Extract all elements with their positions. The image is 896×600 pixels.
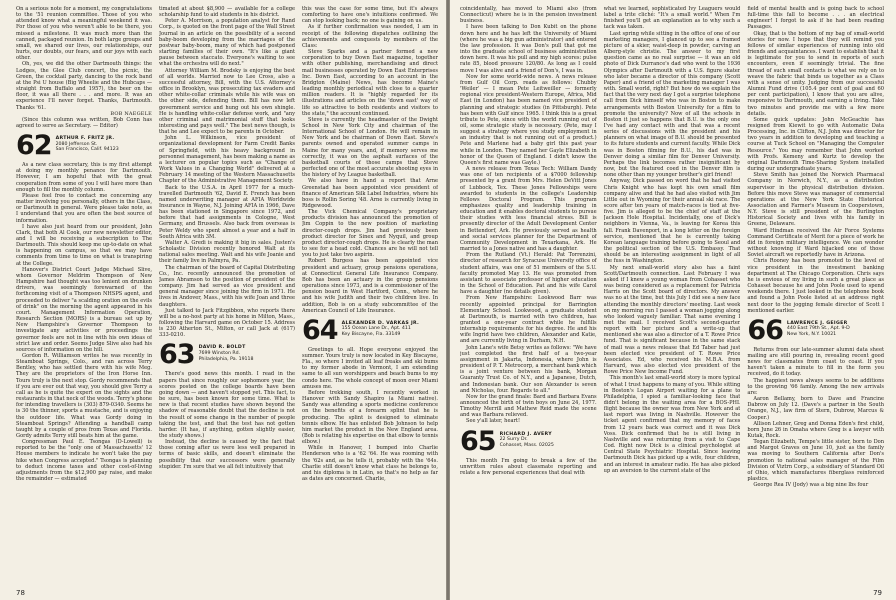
paragraph: Just talked to Jack Fitzgibbon, who reports there will be a no-host party at his home in Milton, Mass., following the Harvard game on October 15. Address is 230 Atherton St., Milton, or call Jack at (617) 333-0210. <box>159 307 295 339</box>
secretary-name: ARTHUR F. FRITZ JR. <box>55 136 115 142</box>
signature: BOB NAEGELE <box>110 110 152 117</box>
paragraph: Allison Lehner, Greg and Donna Eden's first child, born June 26 in Omaha where Greg is a lawyer with Kutak, Rock. <box>747 420 885 439</box>
paragraph: Okay, that is the bottom of my bag of small-world stories for now. I hope that they will remind you fellows of similar experiences of running into old friends and acquaintances. I want to establish that it is legitimate for you to send in reports of such encounters, even if seemingly trivial. The fine thread of such small contacts is what we rely on to weave the fabric that binds us together as a Class with a sense of unity. Judging from our successful Alumni Fund drive (105.4 per cent of goal and 60 per cent participation), I know that you are alive, responsive to Dartmouth, and earning a living. Take two minutes and provide me with a few more details. <box>747 30 885 117</box>
paragraph: (Since this column was written, Bob Conn has agreed to serve as Secretary. — Editor) <box>16 116 152 129</box>
paragraph: this was the case for some time, but it's always comforting to have one's intuitions confirmed. We can stop looking back; no one is gaining on us. <box>302 6 438 25</box>
paragraph: Congressman Paul E. Tsongas (D-Lowell) is reported to be the "only one of Massachusetts' 12 House members to indicate he won't take the pay hike when Congress accepted." Tsongas is planning to deduct income taxes and other cost-of-living adjustments from the $12,900 pay raise, and make the remainder — estimated <box>16 439 152 483</box>
paragraph: Back to the U.S.A. in April 1977 for a much-travelled Dartmouth '62, David E. French has been named underwriting manager at AFIA Worldwide Insurance in Wayne, N.J. Joining AFIA in 1966, Dave has been stationed in Singapore since 1972, and before that had assignments in Cologne, West Germany, and Brussels. Also back from overseas is Peter Weldy who spent almost a year and a half in South Africa with 3M. <box>159 184 295 240</box>
class-year-number: 65 <box>460 425 496 457</box>
secretary-address <box>342 319 420 338</box>
address-line: New York, N.Y. 10021 <box>786 332 837 337</box>
page-number-right: 79 <box>873 589 882 597</box>
left-column-2 <box>159 6 295 586</box>
paragraph: From New Hampshire: Lookwood Barr was recently appointed principal for Barrington Elementary School. Lookwood, a graduate student at Dartmouth, is married with two children, has granted a one-year contract while he fulfills internship requirements for his degree. He and his wife Ingrid have two children, Alexander and Katie, and are currently living in Durham, N.H. <box>460 295 597 345</box>
right-column-2 <box>604 6 741 586</box>
address-line: 22 Surry Dr. <box>499 437 528 443</box>
paragraph: There's good news this month. I read in the papers that since roughly our sophomore year, the scores posted on the college boards have been going down — and haven't stopped yet. This fact, to be sure, has been known for some time. What is new is that recent studies have shown beyond the shadow of reasonable doubt that the decline is not the result of some change in the number of people taking the test, and that the test has not gotten harder. (It has, if anything, gotten slightly easier, the study shows.) <box>159 371 295 439</box>
address-line: 155 Ocean Lane Dr., Apt. 411 <box>341 326 411 332</box>
paragraph: Robert Burgess has been appointed vice president and actuary, group pensions operations, at Connecticut General Life Insurance Company. Bob has been an actuary in the group pensions operations since 1973, and is a commissioner of the pension board in West Hartford, Conn., where he and his wife Judith and their two children live. In addition, Bob is on a study subcommittee of the American Council of Life Insurance. <box>302 258 438 314</box>
address-line: Key Biscayne, Fla. 33149 <box>341 332 401 337</box>
paragraph: While in Hanover, I bumped into Charlie Henderson who is a '62 '64. He was rooming with the '62s and, as he tells it, probably with the '64s. Charlie still doesn't know what class he belongs to, and his diploma is in Latin, so that's no help as far as dates are concerned. Charlie, <box>302 445 438 483</box>
paragraph: George Rea IV (Jody) was a big nine lbs four <box>753 482 869 489</box>
left-page <box>0 0 446 600</box>
paragraph: Oh, yes, we did the other Dartmouth things: the Lodges, the Glee Club concert, the picnic, the Green, the cocktail party, dancing to the rock band at the Psi U house (Big Wheelie and the Hubcaps — straight from Buffalo and 1957), the beer on the floor, it was all there . . . and more. It was an experience I'll never forget. Thanks, Dartmouth. Thanks '61. <box>16 61 152 111</box>
paragraph: Now for the grand finale: Bard and Barbara Evans announced the birth of twin boys on June 24, 1977. Timothy Merrill and Mathew Reid made the scene and was Barbara relieved. <box>460 393 597 419</box>
right-column-1 <box>460 6 597 586</box>
paragraph: Aaron Bellamy, born to Dave and Francine Dabrow on July 12. (Dave's a partner in the South Orange, N.J., law firm of Stern, Dubrow, Marcus & Cooper.) <box>747 396 885 421</box>
left-page-columns <box>16 6 438 586</box>
paragraph: coincidentally, has moved to Miami also (from Connecticut) where he is in the pension investment business. <box>460 6 597 25</box>
secretary-name: DAVID R. BOLDT <box>198 345 246 351</box>
paragraph: Attorney William M. Brodsky is enjoying the best of all worlds. Married now to Lee Cross, also a successful attorney, Bill, with the U.S. Attorney's office in Brooklyn, was prosecuting tax evaders and other white-collar criminals while his wife was on the other side, defending them. Bill has now left government service and hung out his own shingle. He is handling white-collar defense work, and "any other criminal and matrimonial stuff that looks interesting and pays well." The best news though, is that he and Lee expect to be parents in October. <box>159 67 295 136</box>
paragraph: Peter A. Morrison, a population analyst for Rand Corp., is quoted on the front page of the Wall Street Journal in an article on the possibility of a second baby-boom developing from the marriages of the postwar baby-boom, many of which had postponed starting families of their own. "It's like a giant pause between staccato. Everyone's waiting to see what the orchestra will do next." <box>159 18 295 68</box>
left-column-1 <box>16 6 152 586</box>
secretary-name: RICHARD J. AVERY <box>499 431 552 437</box>
paragraph: Steve Smith has joined the Norwich Pharmacal Company in Norwich, N.Y., as a distribution supervisor in the physical distribution division. Before this move Steve was manager of commercial operations at the New York State Historical Association and Farmer's Museum in Cooperstown, N.Y. Steve is still president of the Burlington Historical Society and lives with his family in Greene, Delaware. <box>747 172 885 228</box>
page-number-left: 78 <box>16 589 25 597</box>
paragraph: On a serious note for a moment, my congratulations to the '51 reunion committee. Those of you who attended know what a meaningful weekend it was. For those of you who weren't able to be there, you missed a milestone. It was much more than the canned, packaged reunion. In both large groups and small, we shared our lives, our relationships, our hurts, our doubts, our fears, and our joys with each other. <box>16 6 152 62</box>
paragraph: Last spring while sitting in the office of one of our marketing managers, I glanced up to see a framed picture of a skier, waist-deep in powder, carving an Alberg-style christie. The answer to my first question came as no real surprise — it was an old photo of Dick Durrance's dad who went to the 1936 Olympics after Dartmouth with a U.S. figure skater who later became a director of this company (Scott Paper) and a friend of the marketing manager I was with. Small world, right? But how do we explain the fact that the very next day I got a surprise telephone call from Dick himself who was in Boston to make arrangements with Boston University for a film to promote the university? Now of all the schools in Boston it just so happens that B.U. is the only one I've had any contact with and that was a recent series of discussions with the president and his planners on what image of B.U. should be presented to its future students and current faculty. While Dick was in Boston filming for B.U., his dad was in Denver doing a similar film for Denver University. Perhaps the link becomes rather insignificant by now, but the featured coed in the Denver film is none other than my younger brother's girl friend! <box>603 30 741 179</box>
paragraph: Some quick updates: John McGeachie has resigned from Kiewit to go with Automatic Data Processing, Inc. in Clifton, N.J. John was director for two years in addition to developing and teaching a course at Tuck School on "Managing the Computer Resource." You may remember that John worked with Profs. Kemeny and Kurtz to develop the original Dartmouth Time-Sharing System installed during our undergraduate years. <box>747 116 885 173</box>
paragraph: Chris Rooney has been promoted to the level of vice president in the investment banking department at The Chicago Corporation. Chris says he is envious of my living in such a great place as Cohasset because he and John Poole used to spend weekends there. I just looked in the telephone book and found a John Poole listed at an address right next door to the jogging female director of Scott I mentioned earlier. <box>747 258 885 314</box>
paragraph: The chairman of the board of Capital Distributing Co., Inc. recently announced the promotion of James Abramson to the position of president of the company. Jim had served as vice president and general manager since joining the firm in 1971. He lives in Andover, Mass., with his wife Joan and three daughters. <box>159 264 295 308</box>
paragraph: Instead, the decline is caused by the fact that those coming after us were less well prepared in terms of basic skills, and doesn't eliminate the possibility that our successors were generally stupider. I'm sure that we all felt intuitively that <box>159 439 295 470</box>
paragraph: The Vick Chemical Company's proprietary products division has announced the promotion of Jim Coppin to the new position of marketing director-cough drops. Jim had previously been product director for Sinex and Nyquil, and group product director-cough drops. He is clearly the man to see for a head cold. Chances are he will not tell you to just take two aspirin. <box>302 209 438 259</box>
paragraph: what we learned, sophisticated Ivy Leaguers would label a trite cliché: "It's a small world." When I'm finished you'll get an explanation as to why such a tack was taken. <box>603 6 741 31</box>
class-header-64 <box>302 314 438 346</box>
paragraph: This month's last small-world story is more typical of what I trust happens to many of you. While sitting in Boston's Logan Airport waiting for a plane to Philadelphia, I spied a familiar-looking face that didn't belong in the waiting area for a BOS-PHL flight because the owner was from New York and at last report was living in Nashville. However the ticket agent confirmed that my memory of faces from 12 years back was correct and it was Dick Voss. Dick confirmed that he is still living in Nashville and was returning from a visit to Cape Cod. Right now Dick is a clinical psychologist at Central State Psychiatric Hospital. Since leaving Dartmouth Dick has picked up a wife, four children, and an interest in amateur radio. He has also picked up an aversion to the current state of the <box>603 375 741 474</box>
paragraph: John L. Wilkinson, vice president of organizational development for Farm Credit Banks of Springfield, with his heavy background in personnel management, has been making a name as a lecturer on popular topics such as "Change of Work Values in a Changing World" delivered at a February 14 meeting of the Western Massachusetts Chapter of the Administrative Management Society. <box>159 135 295 185</box>
paragraph: Tegan Elizabeth, Tempe's little sister, born to Don and Margot Graves on June 10, just as the family was moving to Southern California after Don's promotion to national sales manager of the Film Division of Viztrn Corp., a subsidiary of Standard Oil of Ohio, which manufactures fiberglass reinforced plastics. <box>747 439 885 483</box>
right-column-3 <box>747 6 884 586</box>
paragraph: Ward Hindman received the Air Force Systems Command Certificate of Merit for a piece of work he did in foreign military intelligence. We can wonder without knowing if Ward hijacked one of those Soviet aircraft we reportedly have in Arizona. <box>747 227 885 259</box>
right-page-columns <box>460 6 884 586</box>
class-year-number: 64 <box>302 314 338 346</box>
paragraph: As if further confirmation was needed, I am in receipt of the following dispatches outlining the achievements and conquests by members of the Class: <box>302 24 438 49</box>
paragraph: From the Rutland (Vt.) Herald: Pat Torrenzini, director of research for Syracuse University office of student affairs, was one of 51 members of the S.U. faculty promoted May 13. He was promoted from assistant to associate professor of higher education in the School of Education. Pat and his wife Carol have a daughter (no details given). <box>460 252 597 296</box>
paragraph: Steve Sparks and a partner formed a new corporation to buy Down East magazine, together with other publishing, merchandising and direct mail businesses operated by Down East Enterprises Inc. Down East, according to an account in the Bridgton (Maine) News, has become Maine's leading monthly periodical with close to a quarter million readers. It is "highly regarded for its illustrations and articles on the 'down east' way of life so attractive to both residents and visitors to the state," the account continued. <box>302 49 438 117</box>
address-line: 7699 Winston Rd. <box>198 351 241 357</box>
secretary-address <box>199 343 254 362</box>
class-header-62 <box>16 130 152 162</box>
address-line: 440 East 79th St., Apt. 9-D <box>786 326 850 332</box>
address-line: San Francisco, Calif. 94123 <box>55 147 119 153</box>
right-page <box>450 0 896 600</box>
class-header-63 <box>159 339 295 371</box>
address-line: Cohasset, Mass. 02025 <box>499 442 554 448</box>
paragraph: This month I'm going to break a few of the unwritten rules about classmate reporting and relate a few personal experiences that deal with <box>460 457 597 476</box>
paragraph: Hanover's District Court Judge Michael Slive, whom Governor Meldrim Thompson of New Hampshire had thought was too lenient on drunken drivers, was seemingly forewarned of the forthcoming visit of a Thompson NHSPS agent, and proceeded to deliver "a scalding oration on the evils of drink" on the morning the agent appeared in his court. Management Information Operation, Research Section (MORS) is a bureau set up by New Hampshire's Governor Thompson to investigate any activities or proceedings the governor feels are not in line with his own ideas of strict law and order. Seems Judge Slive also had his sources of information on the hill. <box>16 266 152 353</box>
paragraph: Please feel free to contact me concerning any matter involving you personally, others in the Class, or Dartmouth in general. Were please take note, as I understand that you are often the best source of information. <box>16 192 152 224</box>
secretary-name: LAWRENCE J. GEIGER <box>786 320 848 326</box>
paragraph: We also have in hand a report that Arne Greenstad has been appointed vice president of finance of American Silk Label Industries, where his boss is Rollin Soring '48. Arne is currently living in Ridgewood. <box>302 178 438 209</box>
paragraph: Greetings to all. Hope everyone enjoyed the summer. Yours truly is now located in Key Biscayne, Fla., so where I invited all leaf freaks and ski bums to my former abode in Vermont, I am extending same to all sun worshippers and beach bums to my condo here. The whole concept of moon over Miami amuses me. <box>302 346 438 390</box>
class-year-number: 62 <box>16 130 52 162</box>
class-year-number: 63 <box>159 339 195 371</box>
paragraph: Now for some world-wide news. A news release from Gulf Oil Corp. reads as follows: Chubby 'Weiler' — I mean Pete Leitweiller — formerly regional vice president-Western Europe, Africa, Mid East (in London) has been named vice president of planning and strategic studies (in Pittsburgh). Pete has been with Gulf since 1965. I think this is a great tribute to Pete, since with the world running out of oil, some strategic study is necessary. (Pete, may I suggest a strategy where you study employment in an industry that is not running out of a product.) Pete and Marlene had a baby girl this past year while in London. They named her Gayle Elizabeth in honor of the Queen of England. I didn't know the Queen's first name was Gayle.) <box>460 73 597 166</box>
secretary-address <box>500 430 554 449</box>
paragraph: Steve is currently the headmaster of the Dwight School in New York City and chairman of the International School of London. He will remain in New York and be chairman of Down East. Steve's parents owned and operated summer camps in Maine for many years, and, if memory serves me correctly, it was on the asphalt surfaces of the basketball courts of those camps that Steve perfected one of the most accurate shooting eyes in the history of Ivy League basketball. <box>302 116 438 179</box>
paragraph: My next small-world story also has a faint Scott/Dartmouth connection. Last February I was asked if I knew a young woman from Cohasset who was being considered as a replacement for Patricia Harris on the Scott board of directors. My answer was no at the time, but this July I did see a new face attending the monthly directors' meeting. Last week on my morning run I passed a woman jogging along who looked vaguely familiar. That same evening I met the mail. I received Scott's second-quarter report with her picture and a write-up that mentioned she was also a director of a T. Rowe Price fund. That is significant because in the same stack of mail was a news release that Ed Taber had just been elected vice president of T. Rowe Price Associates. Ed, who received his M.B.A. from Harvard, was also elected vice president of the Rowe Price New Income Fund. <box>603 264 741 376</box>
secretary-address <box>56 134 119 153</box>
paragraph: A news release from Texas Tech: William Dandy was one of ten recipients of a $7000 fellowship presented by a grant from Mrs. Helen DeVitt Jones of Lubbock, Tex. These Jones Fellowships were awarded to students in the college's Leadership Fellows Doctoral Program. This program emphasizes quality and leadership training in education and it enables doctoral students to pursue their studies with less financial stress. Bill is presently director of the Adult Development Center in Bettendorf, Ark. He previously served as health and social services planner for the Department of Community Development in Texarkana, Ark. He married to a Jones native and has a daughter. <box>460 166 597 253</box>
paragraph: I have also just heard from our president, John Clark, that both Al Cook, our new newsletter editor, and I will be receiving a subscription to The Dartmouth. This should keep me up-to-date on what is happening on campus, so that we may have comments from time to time on what is transpiring at the College. <box>16 223 152 267</box>
address-line: 2080 Jefferson St. <box>55 141 98 147</box>
paragraph: John Lane's wife Betsy writes as follows: "We have just completed the first half of a two-year assignment in Jakarta, Indonesia, where John is president of P. T. Metrocorp, a merchant bank which is a joint venture between his bank, Morgan Guaranty Trust Co. of N.Y., and a Japanese, Dutch, and Indonesian bank. Our son Alexander is seven and Nicholas, four. Regards to all." <box>460 344 597 394</box>
left-column-3 <box>302 6 438 586</box>
paragraph: The happiest news always seems to be additions to the growing '66 family. Among the new arrivals are: <box>747 377 885 396</box>
paragraph: I have been talking to Don Kubit on the phone down here and he has left the University of Miami (where he was a big gun administrator) and entered the law profession. It was Don's pull that got me into the graduate school of business administration down here. It was his pull and my high scores: pulse rate 85, blood pressure 120/80. As long as I could move I was alive and a friend of Don's, I was in. <box>460 24 597 74</box>
paragraph: See y'all later, heart! <box>466 418 521 425</box>
paragraph: timated at about $8,900 — available for a college scholarship fund to aid students in his district. <box>159 6 295 19</box>
paragraph: Walter A. Gredi is making it big in sales. Justen's Scholastic Division recently honored Walt at its national sales meeting. Walt and his wife Joanie and their family live in Palmyra, Pa. <box>159 239 295 265</box>
address-line: Philadelphia, Pa. 19118 <box>198 356 254 362</box>
class-header-66 <box>747 314 884 346</box>
paragraph: Returns from our late-summer alumni data sheet mailing are still pouring in, revealing recent good news for classmates from coast to coast. If you haven't taken a minute to fill in the form you received, do it today. <box>747 346 885 378</box>
secretary-address <box>787 319 850 338</box>
paragraph: As a new class secretary, this is my first attempt at doing my monthly penance for Dartmouth. However, I am hopeful that with the great cooperation from some of you I will have more than enough to fill the monthly column. <box>16 162 152 193</box>
class-year-number: 66 <box>747 314 783 346</box>
paragraph: field of mental health and is going back to school full-time this fall to become . . . an electrical engineer! I forgot to ask if he had been reading Passages. <box>747 6 885 31</box>
secretary-name: ALEXANDER D. VARKAS JR. <box>341 320 420 326</box>
paragraph: Anyway, Dick passed on word that he had visited Chris Knight who has kept his own small film company alive and that he had also visited with Jim Little out in Wyoming for their annual ski race. The score after ten years of match-races is tied at five-five. Jim is alleged to be the chief of staff at the Jackson Hole Hospital. Incidentally, one of Dick's neighbors in Vienna, Va., is leaving for Korea this fall. Frank Davenport, in a long letter on the foreign service, mentioned that he is currently taking Korean language training before going to Seoul and the political section of the U.S. Embassy. That should be an interesting assignment in light of all the fuss in Washington. <box>603 178 741 265</box>
paragraph: Gordon R. Williamson writes he was recently in Steamboat Springs, Colo., and ran across Terry Bentley, who has settled there with his wife Meg. They are the proprietors of the Iron Horse Inn. Tours truly is the next stop. Gordy recommends that if you are ever out that way, you should give Terry a call as he is quite the expert on the sights and the restaurants in that neck of the woods. Terry's phone for intending travellers is (303) 879-0340. Seems he is 30 the thinner, sports a mustache, and is enjoying the outdoor life. What was Gordy doing in Steamboat Springs? Attending a handball camp taught by a couple of pros from Texas and Florida. Gordy admits Terry still beats him at the game. <box>16 352 152 439</box>
class-header-65 <box>460 425 597 457</box>
paragraph: Before trekking south, I recently worked in Hanover with Sandy Shapiro (a Miami native). Sandy was attending a sports medicine conference on the benefits of a forearm splint that he is producing. The splint is designed to eliminate tennis elbow. He has enlisted Bob Johnson to help him market the product in the New England area. (Bob is relating his expertise on that elbow to tennis elbow.) <box>302 389 438 446</box>
